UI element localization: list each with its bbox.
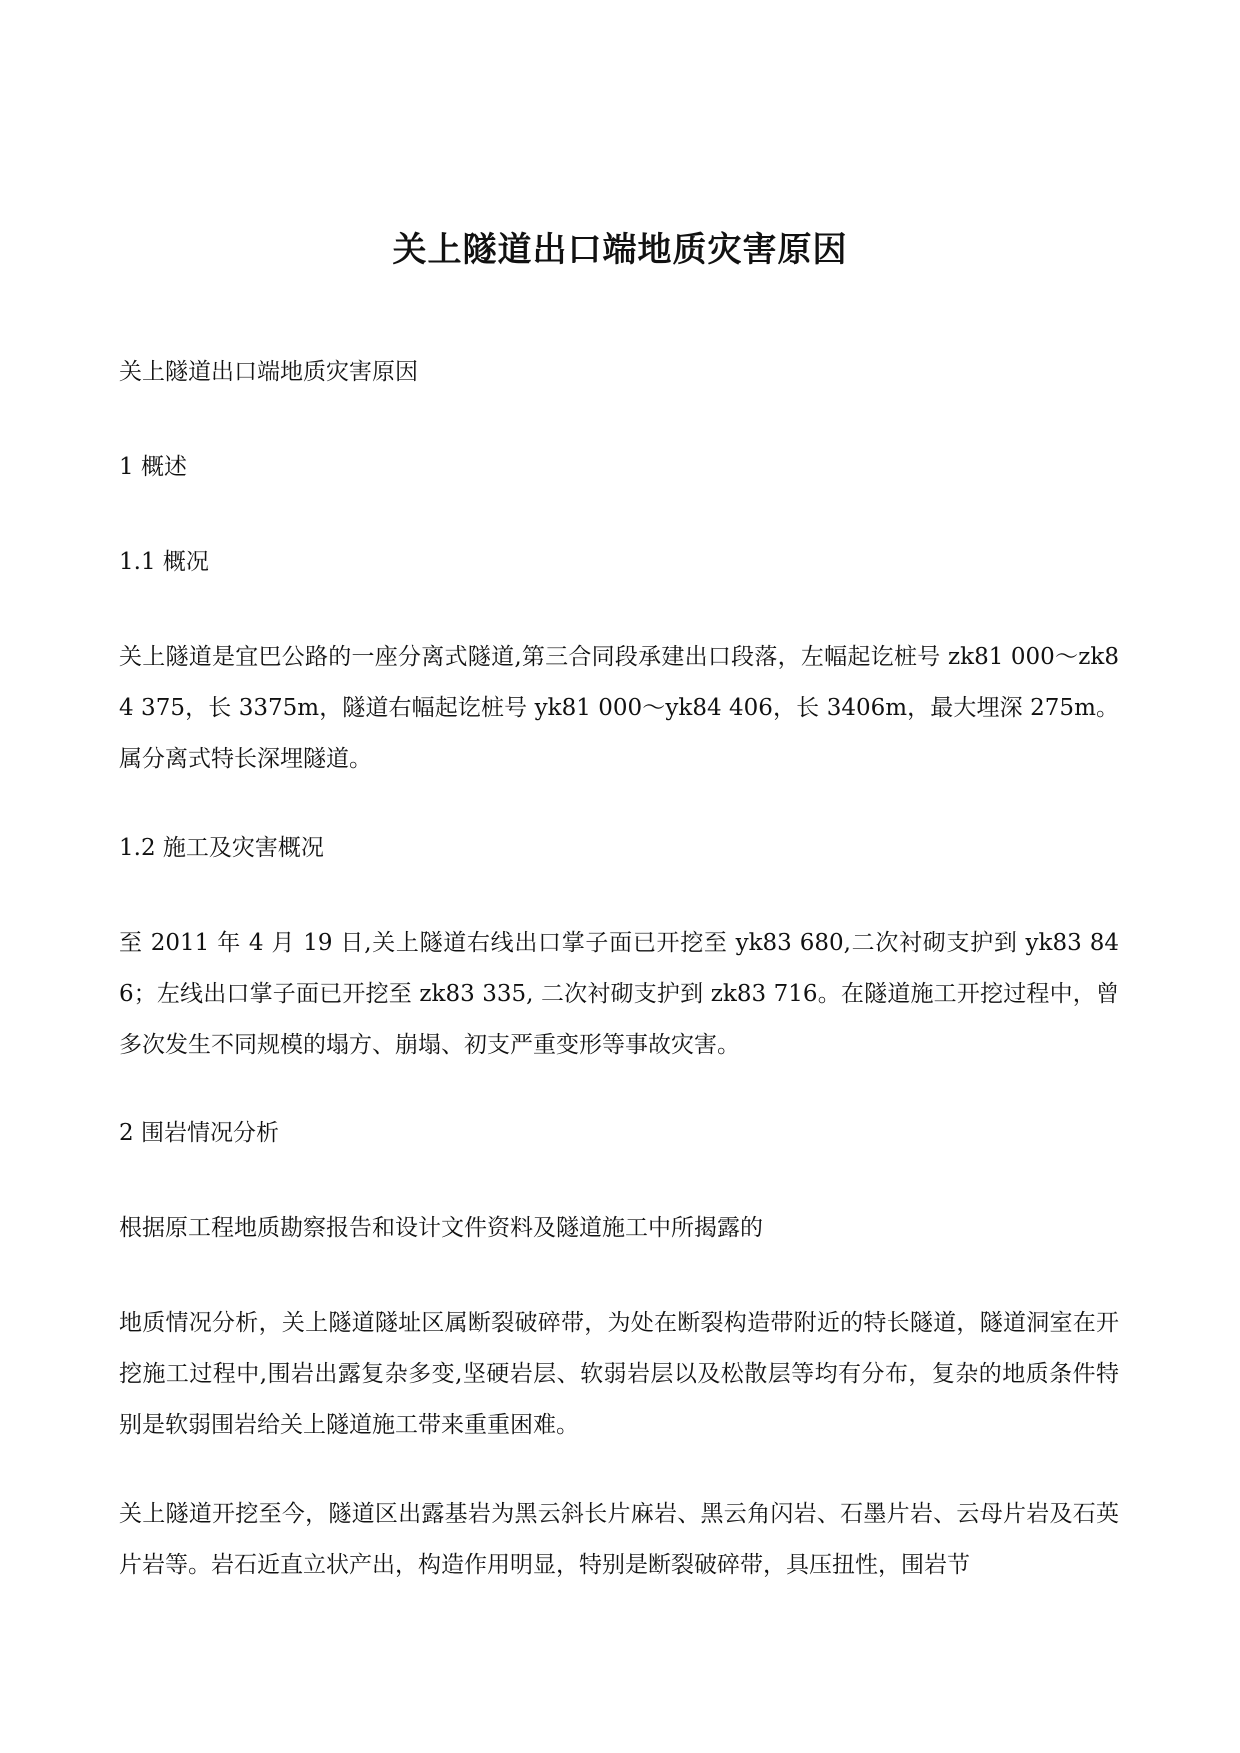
section-heading-2: 2 围岩情况分析	[119, 1120, 279, 1146]
paragraph-construction-status: 至 2011 年 4 月 19 日,关上隧道右线出口掌子面已开挖至 yk83 680,二次衬砌支护到 yk83 846；左线出口掌子面已开挖至 zk83 335, 二次衬砌支护到 zk83 716。在隧道施工开挖过程中，曾多次发生不同规模的塌方、崩塌、初支严重变形等事故灾害。	[119, 930, 1119, 1058]
subtitle-paragraph: 关上隧道出口端地质灾害原因	[119, 359, 418, 385]
paragraph-overview: 关上隧道是宜巴公路的一座分离式隧道,第三合同段承建出口段落，左幅起讫桩号 zk81 000～zk84 375，长 3375m，隧道右幅起讫桩号 yk81 000～yk84 406，长 3406m，最大埋深 275m。属分离式特长深埋隧道。	[119, 644, 1119, 772]
paragraph-geology-analysis: 地质情况分析，关上隧道隧址区属断裂破碎带，为处在断裂构造带附近的特长隧道，隧道洞室在开挖施工过程中,围岩出露复杂多变,坚硬岩层、软弱岩层以及松散层等均有分布，复杂的地质条件特别是软弱围岩给关上隧道施工带来重重困难。	[119, 1310, 1119, 1438]
paragraph-bedrock: 关上隧道开挖至今，隧道区出露基岩为黑云斜长片麻岩、黑云角闪岩、石墨片岩、云母片岩及石英片岩等。岩石近直立状产出，构造作用明显，特别是断裂破碎带，具压扭性，围岩节	[119, 1501, 1119, 1578]
section-heading-1-2: 1.2 施工及灾害概况	[119, 835, 324, 861]
section-heading-1: 1 概述	[119, 454, 187, 480]
document-title: 关上隧道出口端地质灾害原因	[392, 230, 848, 270]
paragraph-survey-basis: 根据原工程地质勘察报告和设计文件资料及隧道施工中所揭露的	[119, 1215, 763, 1241]
section-heading-1-1: 1.1 概况	[119, 549, 209, 575]
